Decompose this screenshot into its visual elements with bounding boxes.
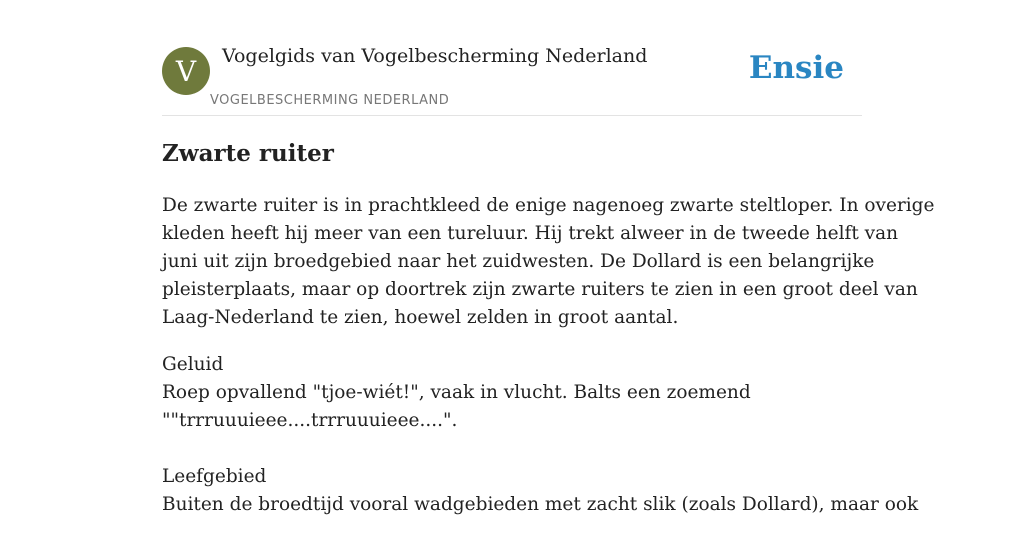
text-line: Laag-Nederland te zien, hoewel zelden in groot aantal. — [162, 307, 679, 328]
text-line: ""trrruuuieee....trrruuuieee....". — [162, 410, 458, 431]
source-header — [162, 0, 862, 116]
sound-heading: Geluid — [162, 354, 224, 375]
source-title-link[interactable]: Vogelgids van Vogelbescherming Nederland — [222, 45, 648, 67]
ensie-logo[interactable]: Ensie — [748, 50, 844, 86]
intro-paragraph — [162, 192, 935, 332]
text-line: juni uit zijn broedgebied naar het zuidwesten. De Dollard is een belangrijke — [162, 251, 875, 272]
text-line: Buiten de broedtijd vooral wadgebieden met zacht slik (zoals Dollard), maar ook — [162, 494, 919, 515]
page-container — [162, 0, 935, 515]
text-line: pleisterplaats, maar op doortrek zijn zwarte ruiters te zien in een groot deel van — [162, 279, 918, 300]
source-avatar[interactable]: V — [162, 47, 210, 95]
publisher-name[interactable]: VOGELBESCHERMING NEDERLAND — [210, 93, 450, 108]
habitat-heading: Leefgebied — [162, 466, 267, 487]
habitat-section — [162, 463, 919, 519]
entry-body — [162, 192, 935, 538]
sound-section — [162, 351, 867, 435]
text-line: Roep opvallend "tjoe-wiét!", vaak in vlucht. Balts een zoemend — [162, 382, 751, 403]
text-line: De zwarte ruiter is in prachtkleed de enige nagenoeg zwarte steltloper. In overige — [162, 195, 935, 216]
entry-title: Zwarte ruiter — [162, 140, 334, 167]
text-line: kleden heeft hij meer van een tureluur. Hij trekt alweer in de tweede helft van — [162, 223, 899, 244]
